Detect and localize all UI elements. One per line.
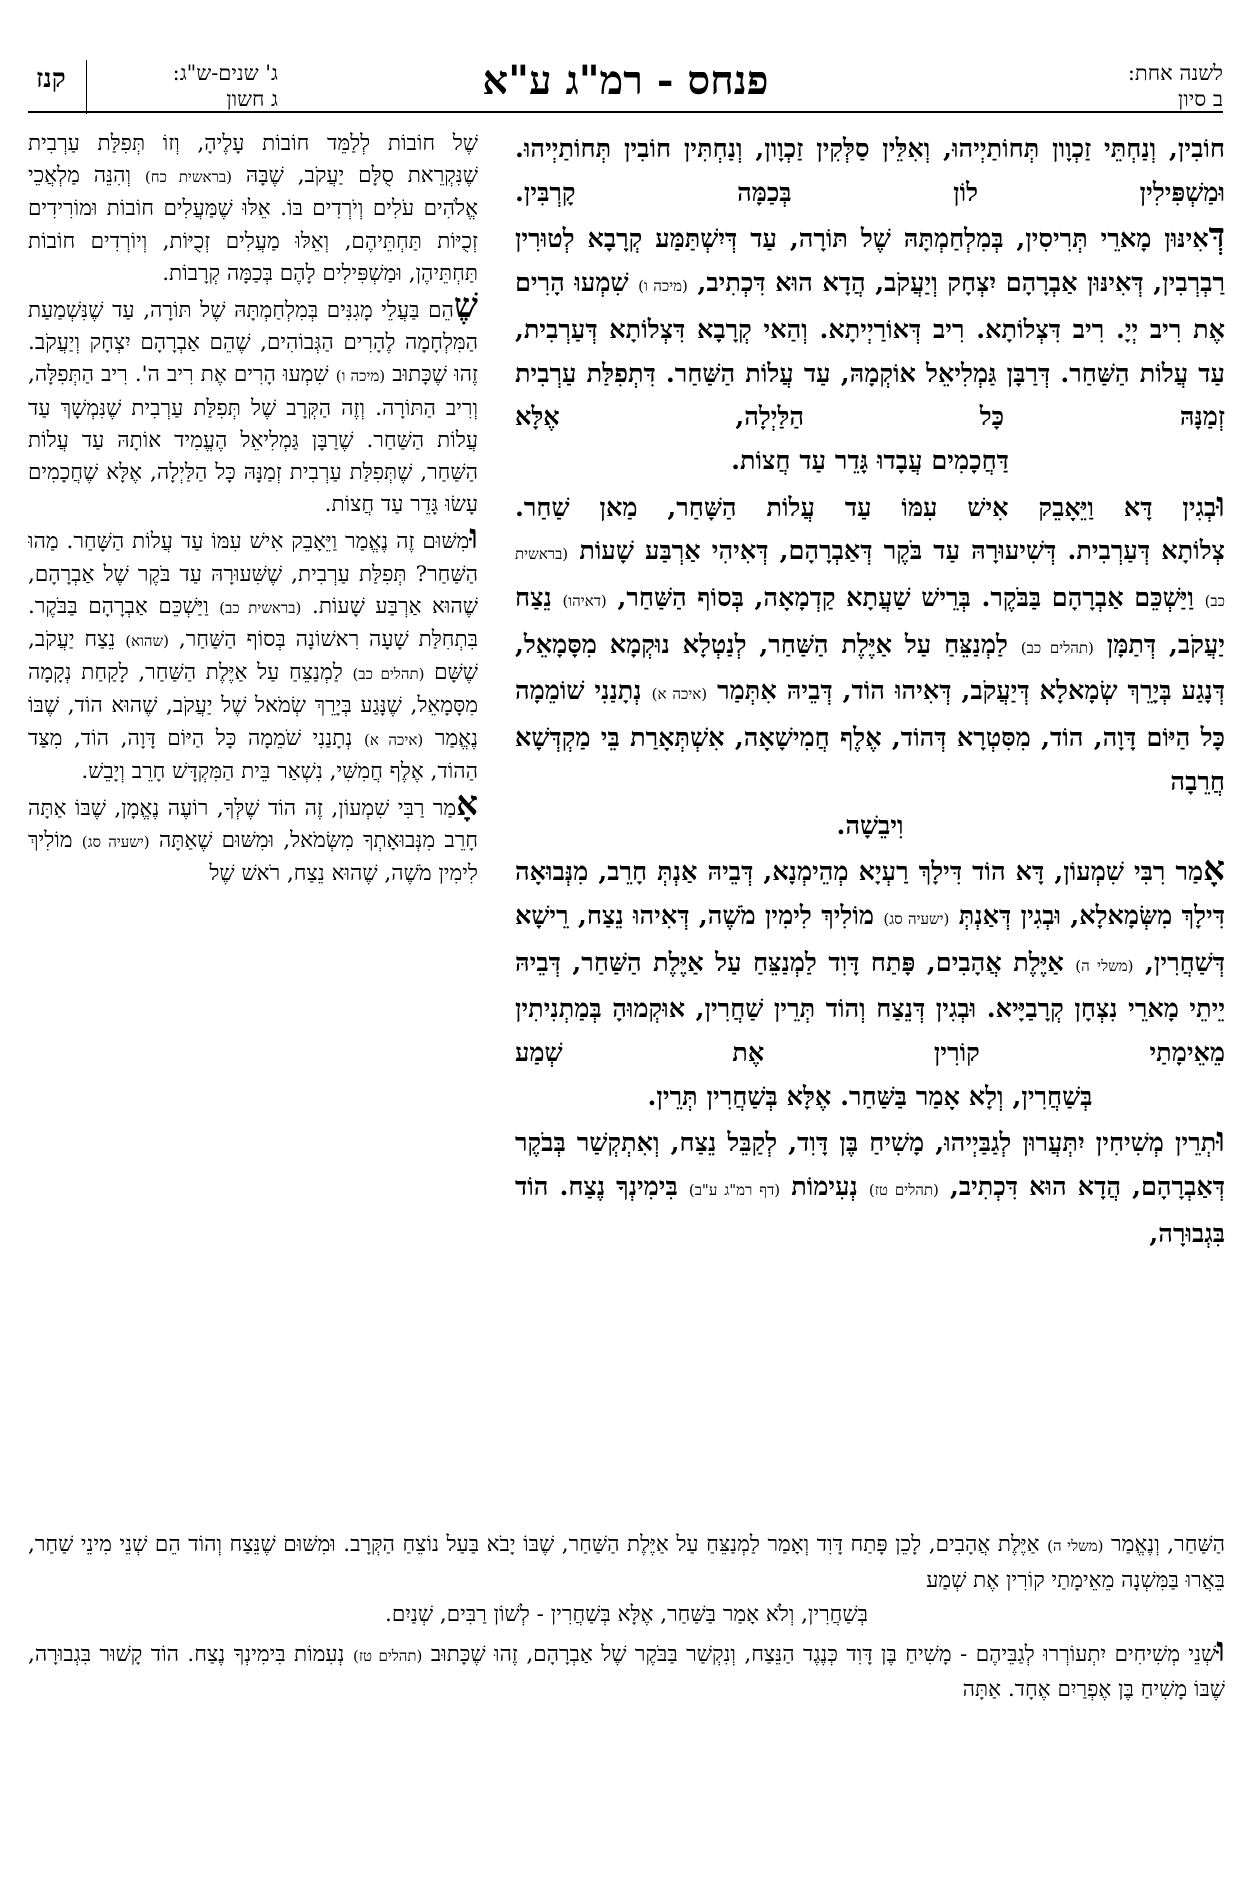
header-right-line1: לשנה אחת: bbox=[1127, 61, 1223, 85]
commentary-paragraph: וּמִשּׁוּם זֶה נֶאֱמַר וַיֵּאָבֵק אִישׁ עִמּוֹ עַד עֲלוֹת הַשָּׁחַר. מַהוּ הַשַּׁחַר? תְּפִלַּת עַרְבִית, שֶׁשִּׁעוּרָהּ עַד בֹּקֶר שֶׁל אַבְרָהָם, שֶׁהוּא אַרְבַּע שָׁעוֹת. (בראשית כב) וַיַּשְׁכֵּם אַבְרָהָם בַּבֹּקֶר. בִּתְחִלַּת שָׁעָה רִאשׁוֹנָה בְּסוֹף הַשַּׁחַר, (שהוא) נֵצַח יַעֲקֹב, שֶׁשָּׁם (תהלים כב) לַמְנַצֵּחַ עַל אַיֶּלֶת הַשַּׁחַר, לָקַחַת נְקָמָה מִסָּמָאֵל, שֶׁנָּגַע בְּיָרֵךְ שְׂמֹאל שֶׁל יַעֲקֹב, שֶׁהוּא הוֹד, שֶׁבּוֹ נֶאֱמַר (איכה א) נְתָנַנִי שֹׁמֵמָה כָּל הַיּוֹם דָּוָה, הוֹד, מִצַּד הַהוֹד, אֶלֶף חֲמִשִּׁי, נִשְׁאַר בֵּית הַמִּקְדָּשׁ חָרֵב וְיָבֵשׁ. bbox=[28, 517, 478, 784]
header-left-line1: ג' שנים-ש"ג: bbox=[172, 61, 278, 85]
main-paragraph: וּתְרֵין מְשִׁיחִין יִתְּעֲרוּן לְגַבַּיְיהוּ, מָשִׁיחַ בֶּן דָּוִד, לְקַבֵּל נֵצַח, וְאִתְקְשַׁר בְּבֹקֶר דְּאַבְרָהָם, הֲדָא הוּא דִּכְתִיב, (תהלים טז) נְעִימוֹת (דף רמ"ג ע"ב) בִּימִינְךָ נֶצַח. הוֹד בִּגְבוּרָה, bbox=[515, 1120, 1225, 1249]
footer-paragraph: בְּשַׁחֲרִין, וְלֹא אָמַר בַּשַּׁחַר, אֶלָּא בְּשַׁחֲרִין - לְשׁוֹן רַבִּים, שְׁנַיִם. bbox=[385, 1602, 868, 1627]
main-paragraph: וּבְגִין דָּא וַיֵּאָבֵק אִישׁ עִמּוֹ עַד עֲלוֹת הַשָּׁחַר, מַאן שַׁחַר. bbox=[515, 484, 1225, 525]
main-paragraph: דְּאִינּוּן מָארֵי תְּרִיסִין, בְּמִלְחַמְתָּהּ שֶׁל תּוֹרָה, עַד דְּיִשְׁתַּמַּע קְרָבָא לְטוּרִין רַבְרְבִין, דְּאִינּוּן אַבְרָהָם יִצְחָק וְיַעֲקֹב, הֲדָא הוּא דִּכְתִיב, (מיכה ו) שִׁמְעוּ הָרִים אֶת רִיב יְיָ. רִיב דִּצְלוֹתָא. רִיב דְּאוֹרַיְיתָא. וְהַאי קְרָבָא דִּצְלוֹתָא דְּעַרְבִית, עַד עֲלוֹת הַשַּׁחַר. דְּרַבָּן גַּמְלִיאֵל אוֹקְמָהּ, עַד עֲלוֹת הַשַּׁחַר. דִּתְפִלַּת עַרְבִית זְמַנָּהּ כָּל הַלַּיְלָה, אֶלָּא bbox=[515, 216, 1225, 433]
header-divider bbox=[86, 60, 87, 114]
main-paragraph: חוֹבִין, וְנַחְתֵּי זַכְוָון תְּחוֹתַיְיהוּ, וְאִלֵּין סַלְּקִין זַכְוָון, וְנַחְתִּין חוֹבִין תְּחוֹתַיְיהוּ. וּמַשְׁפִּילִין לוֹן בְּכַמָּה קָרְבִּין. bbox=[515, 134, 1225, 208]
footer-paragraph: הַשַּׁחַר, וְנֶאֱמַר (משלי ה) אַיֶּלֶת אֲהָבִים, לָכֵן פָּתַח דָּוִד וְאָמַר לַמְנַצֵּחַ עַל אַיֶּלֶת הַשַּׁחַר, שֶׁבּוֹ יָבֹא בַּעַל נוֹצֵחַ הַקְּרָב. וּמִשּׁוּם שֶׁנֵּצַח וְהוֹד הֵם שְׁנֵי מִינֵי שַׁחַר, בֵּאֲרוּ בַּמִּשְׁנָה מֵאֵימָתַי קוֹרִין אֶת שְׁמַע bbox=[28, 1532, 1225, 1593]
page-header bbox=[28, 58, 1223, 114]
main-paragraph: וִיבֵשָׁה. bbox=[836, 810, 904, 841]
main-paragraph: בְּשַׁחֲרִין, וְלָא אָמַר בַּשַּׁחַר. אֶלָּא בְּשַׁחֲרִין תְּרֵין. bbox=[647, 1081, 1093, 1112]
main-paragraph: צְלוֹתָא דְּעַרְבִית. דְּשִׁיעוּרָהּ עַד בֹּקֶר דְּאַבְרָהָם, דְּאִיהִי אַרְבַּע שָׁעוֹת (בראשית כב) וַיַּשְׁכֵּם אַבְרָהָם בַּבֹּקֶר. בְּרֵישׁ שַׁעֲתָא קַדְמָאָה, בְּסוֹף הַשַּׁחַר, (דאיהו) נֵצַח יַעֲקֹב, דְּתַמָּן (תהלים כב) לַמְנַצֵּחַ עַל אַיֶּלֶת הַשַּׁחַר, לְנַטְלָא נוּקְמָא מִסָּמָאֵל, דְּנָגַע בְּיָרֵךְ שְׂמָאלָא דְּיַעֲקֹב, דְּאִיהוּ הוֹד, דְּבֵיהּ אִתְּמַר (איכה א) נְתָנַנִי שׁוֹמֵמָה כָּל הַיּוֹם דָּוָה, הוֹד, מִסִּטְרָא דְּהוֹד, אֶלֶף חֲמִישָׁאָה, אִשְׁתְּאָרַת בֵּי מַקְדְּשָׁא חֲרֵבָה bbox=[515, 536, 1225, 797]
header-right-line2: ב סיון bbox=[1178, 87, 1223, 111]
main-text-column bbox=[515, 128, 1225, 1524]
commentary-column bbox=[28, 128, 478, 1524]
main-paragraph: דַּחֲכָמִים עֲבָדוּ גָּדֵר עַד חֲצוֹת. bbox=[731, 445, 1009, 476]
page-title: פנחס - רמ"ג ע"א bbox=[482, 57, 769, 104]
commentary-paragraph: אָמַר רַבִּי שִׁמְעוֹן, זֶה הוֹד שֶׁלְּךָ, רוֹעֶה נֶאֱמָן, שֶׁבּוֹ אַתָּה חָרֵב מִנְּבוּאָתְךָ מִשְּׂמֹאל, וּמִשּׁוּם שֶׁאַתָּה (ישעיה סג) מוֹלִיךְ לִימִין מֹשֶׁה, שֶׁהוּא נֵצַח, רֹאשׁ שֶׁל bbox=[28, 784, 478, 887]
footer-commentary bbox=[28, 1528, 1225, 1858]
page-number: קנז bbox=[36, 64, 66, 94]
commentary-paragraph: שֶׁהֵם בַּעֲלֵי מָגִנִּים בְּמִלְחַמְתָּהּ שֶׁל תּוֹרָה, עַד שֶׁנִּשְׁמַעַת הַמִּלְחָמָה לֶהָרִים הַגְּבוֹהִים, שֶׁהֵם אַבְרָהָם יִצְחָק וְיַעֲקֹב. זֶהוּ שֶׁכָּתוּב (מיכה ו) שִׁמְעוּ הָרִים אֶת רִיב ה'. רִיב הַתְּפִלָּה, וְרִיב הַתּוֹרָה. וְזֶה הַקְּרָב שֶׁל תְּפִלַּת עַרְבִית שֶׁנִּמְשָׁךְ עַד עֲלוֹת הַשַּׁחַר. שֶׁרַבָּן גַּמְלִיאֵל הֶעֱמִיד אוֹתָהּ עַד עֲלוֹת הַשַּׁחַר, שֶׁתְּפִלַּת עַרְבִית זְמַנָּהּ כָּל הַלַּיְלָה, אֶלָּא שֶׁחֲכָמִים עָשׂוּ גָּדֵר עַד חֲצוֹת. bbox=[28, 286, 478, 518]
commentary-paragraph: שֶׁל חוֹבוֹת לְלַמֵּד חוֹבוֹת עָלֶיהָ, וְזוֹ תְּפִלַּת עַרְבִית שֶׁנִּקְרֵאת סֻלָּם יַעֲקֹב, שֶׁבָּהּ (בראשית כח) וְהִנֵּה מַלְאֲכֵי אֱלֹהִים עֹלִים וְיֹרְדִים בּוֹ. אֵלּוּ שֶׁמַּעֲלִים חוֹבוֹת וּמוֹרִידִים זְכֻיּוֹת תַּחְתֵּיהֶם, וְאֵלּוּ מַעֲלִים זְכֻיּוֹת, וְיוֹרְדִים חוֹבוֹת תַּחְתֵּיהֶן, וּמַשְׁפִּילִים לָהֶם בְּכַמָּה קְרָבוֹת. bbox=[28, 131, 478, 286]
footer-paragraph: וּשְׁנֵי מְשִׁיחִים יִתְעוֹרְרוּ לְגַבֵּיהֶם - מָשִׁיחַ בֶּן דָּוִד כְּנֶגֶד הַנֵּצַח, וְנִקְשַׁר בַּבֹּקֶר שֶׁל אַבְרָהָם, זֶהוּ שֶׁכָּתוּב (תהלים טז) נְעִמוֹת בִּימִינְךָ נֶצַח. הוֹד קָשׁוּר בִּגְבוּרָה, שֶׁבּוֹ מָשִׁיחַ בֶּן אֶפְרַיִם אֶחָד. אַתָּה bbox=[28, 1629, 1225, 1702]
main-paragraph: אָמַר רִבִּי שִׁמְעוֹן, דָּא הוֹד דִּילָךְ רַעְיָא מְהֵימְנָא, דְּבֵיהּ אַנְתְּ חָרֵב, מִנְּבוּאָה דִּילָךְ מִשְּׂמָאלָא, וּבְגִין דְּאַנְתְּ (ישעיה סג) מוֹלִיךְ לִימִין מֹשֶׁה, דְּאִיהוּ נֵצַח, רֵישָׁא דְּשַׁחֲרִין, (משלי ה) אַיֶּלֶת אֲהָבִים, פָּתַח דָּוִד לַמְנַצֵּחַ עַל אַיֶּלֶת הַשַּׁחַר, דְּבֵיהּ יֵיתֵי מָארֵי נִצְחָן קְרָבַיָּיא. וּבְגִין דְּנֵצַח וְהוֹד תְּרֵין שַׁחֲרִין, אוּקְמוּהָ בְּמַתְנִיתִין מֵאֵימָתַי קוֹרִין אֶת שְׁמַע bbox=[515, 849, 1225, 1069]
header-left-line2: ג חשון bbox=[226, 87, 278, 111]
header-rule bbox=[28, 111, 1223, 113]
